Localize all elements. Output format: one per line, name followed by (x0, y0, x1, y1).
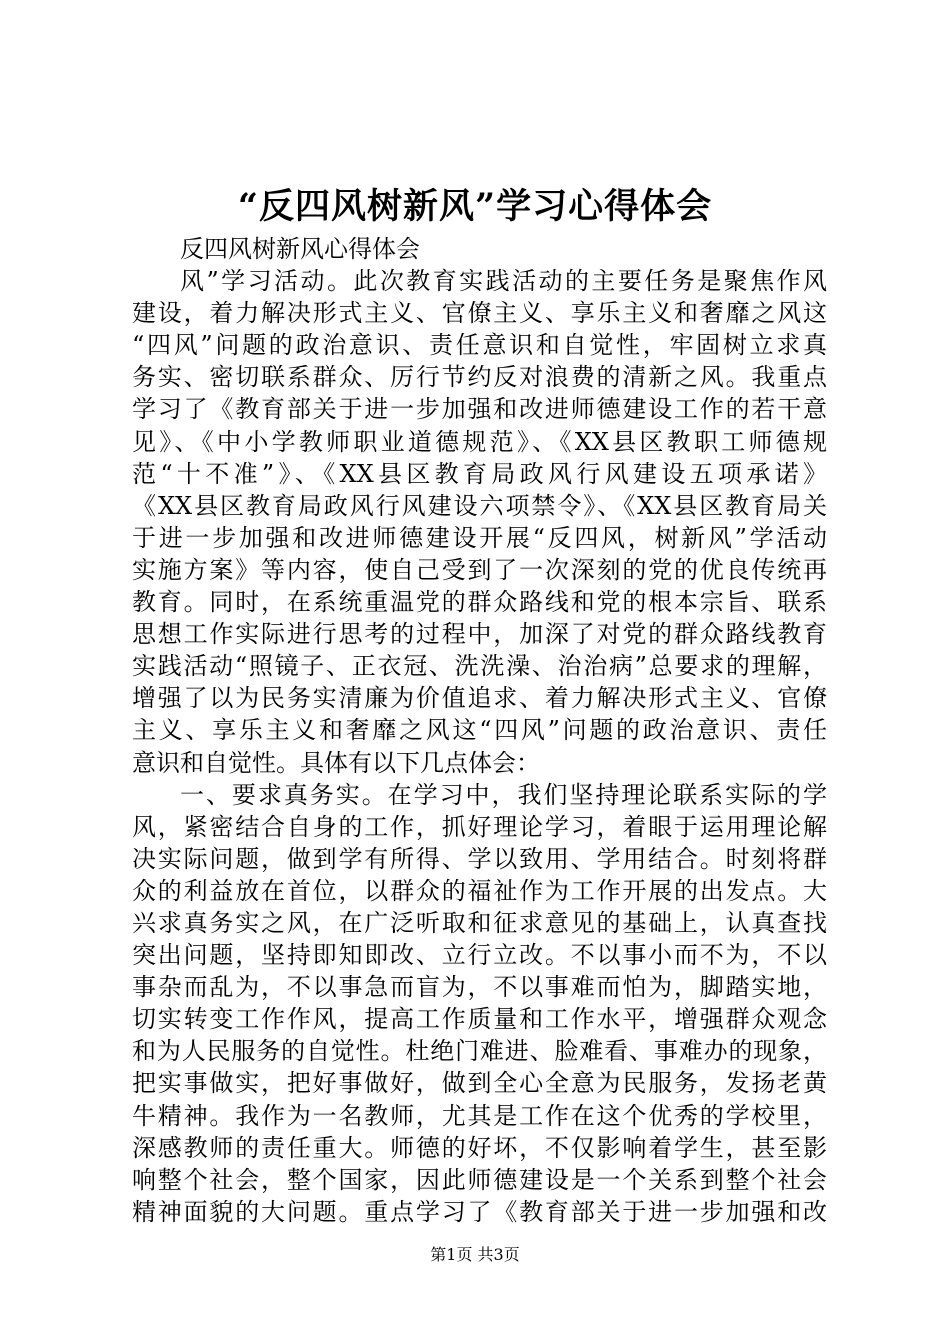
text-line: 和为人民服务的自觉性。杜绝门难进、脸难看、事难办的现象， (132, 1037, 827, 1066)
text-line: 教育。同时，在系统重温党的群众路线和党的根本宗旨、联系 (132, 588, 827, 617)
text-line: 务实、密切联系群众、厉行节约反对浪费的清新之风。我重点 (132, 363, 827, 392)
text-line: 意识和自觉性。具体有以下几点体会： (132, 748, 540, 777)
text-line: 把实事做实，把好事做好，做到全心全意为民服务，发扬老黄 (132, 1069, 827, 1098)
text-line: 突出问题，坚持即知即改、立行立改。不以事小而不为，不以 (132, 941, 827, 970)
text-line: 主义、享乐主义和奢靡之风这“四风”问题的政治意识、责任 (132, 716, 827, 745)
text-line: 范“十不准”》、《XX县区教育局政风行风建设五项承诺》 (132, 459, 827, 488)
text-line: 众的利益放在首位，以群众的福祉作为工作开展的出发点。大 (132, 876, 827, 905)
page-footer: 第1页 共3页 (430, 1245, 520, 1264)
text-line: 决实际问题，做到学有所得、学以致用、学用结合。时刻将群 (132, 844, 827, 873)
text-line: 兴求真务实之风，在广泛听取和征求意见的基础上，认真查找 (132, 908, 827, 937)
text-line: 一、要求真务实。在学习中，我们坚持理论联系实际的学 (180, 780, 827, 809)
text-line: 风，紧密结合自身的工作，抓好理论学习，着眼于运用理论解 (132, 812, 827, 841)
text-line: 增强了以为民务实清廉为价值追求、着力解决形式主义、官僚 (132, 684, 827, 713)
text-line: 建设，着力解决形式主义、官僚主义、享乐主义和奢靡之风这 (132, 299, 827, 328)
text-line: 响整个社会，整个国家，因此师德建设是一个关系到整个社会 (132, 1165, 827, 1194)
text-line: 精神面貌的大问题。重点学习了《教育部关于进一步加强和改 (132, 1197, 827, 1226)
text-line: 切实转变工作作风，提高工作质量和工作水平，增强群众观念 (132, 1005, 827, 1034)
text-line: 见》、《中小学教师职业道德规范》、《XX县区教职工师德规 (132, 427, 827, 456)
text-line: 反四风树新风心得体会 (180, 235, 420, 263)
text-line: “四风”问题的政治意识、责任意识和自觉性，牢固树立求真 (132, 331, 827, 360)
text-line: 事杂而乱为，不以事急而盲为，不以事难而怕为，脚踏实地， (132, 973, 827, 1002)
text-line: 实践活动“照镜子、正衣冠、洗洗澡、治治病”总要求的理解， (132, 652, 827, 681)
text-line: 牛精神。我作为一名教师，尤其是工作在这个优秀的学校里， (132, 1101, 827, 1130)
text-line: 实施方案》等内容，使自己受到了一次深刻的党的优良传统再 (132, 555, 827, 584)
document-body (132, 233, 827, 1228)
document-title: “反四风树新风”学习心得体会 (237, 186, 713, 227)
text-line: 风”学习活动。此次教育实践活动的主要任务是聚焦作风 (180, 267, 827, 296)
text-line: 思想工作实际进行思考的过程中，加深了对党的群众路线教育 (132, 620, 827, 649)
text-line: 深感教师的责任重大。师德的好坏，不仅影响着学生，甚至影 (132, 1133, 827, 1162)
text-line: 《XX县区教育局政风行风建设六项禁令》、《XX县区教育局关 (132, 491, 827, 520)
text-line: 于进一步加强和改进师德建设开展“反四风，树新风”学活动 (132, 523, 827, 552)
text-line: 学习了《教育部关于进一步加强和改进师德建设工作的若干意 (132, 395, 827, 424)
